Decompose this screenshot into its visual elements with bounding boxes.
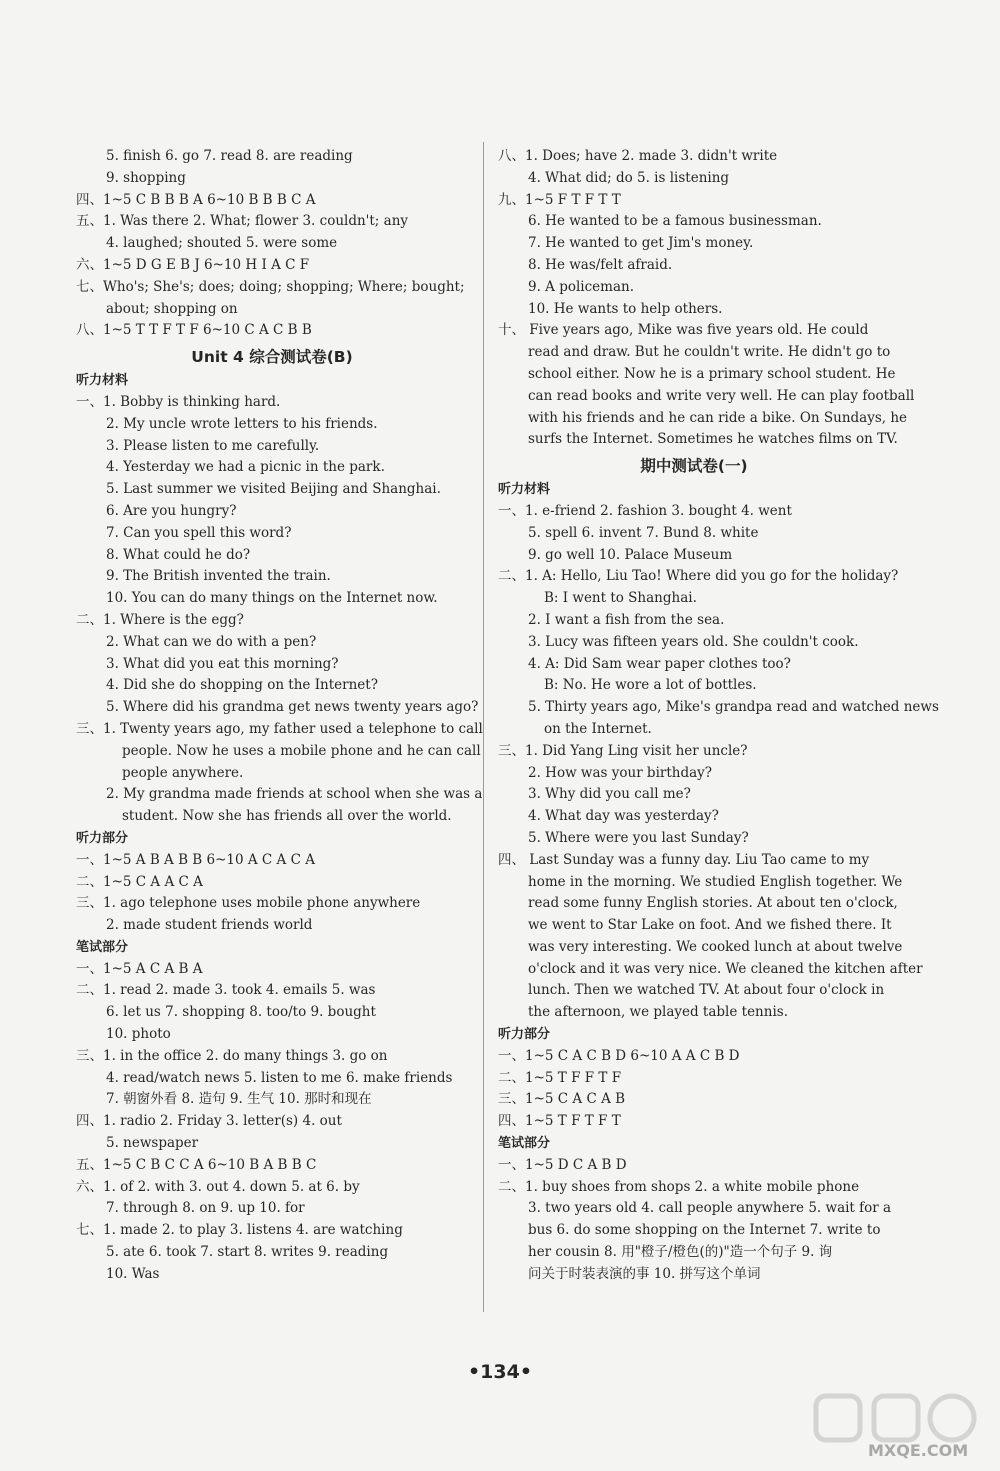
answer-line: 4. What day was yesterday? [528, 808, 719, 825]
answer-line: 5. Thirty years ago, Mike's grandpa read and watched news [528, 699, 939, 716]
answer-line: 五、1~5 C B C C A 6~10 B A B B C [76, 1156, 317, 1173]
answer-line: surfs the Internet. Sometimes he watches films on TV. [528, 431, 898, 448]
answer-line: 一、1. Bobby is thinking hard. [76, 393, 281, 410]
answer-line: 三、1. Twenty years ago, my father used a telephone to call [76, 720, 483, 737]
section-title: Unit 4 综合测试卷(B) [191, 348, 353, 367]
answer-line: 2. made student friends world [106, 917, 313, 934]
answer-line: 一、1~5 A C A B A [76, 960, 203, 977]
answer-line: 10. You can do many things on the Internet now. [106, 590, 438, 607]
answer-line: 5. ate 6. took 7. start 8. writes 9. reading [106, 1244, 389, 1261]
answer-line: 一、1~5 A B A B B 6~10 A C A C A [76, 851, 315, 868]
answer-line: 3. two years old 4. call people anywhere 5. wait for a [528, 1200, 892, 1217]
answer-line: people. Now he uses a mobile phone and he can call [122, 742, 481, 759]
section-heading: 笔试部分 [76, 939, 129, 955]
section-heading: 听力材料 [498, 482, 551, 498]
answer-line: 4. What did; do 5. is listening [528, 169, 730, 186]
answer-line: 4. Did she do shopping on the Internet? [106, 677, 378, 694]
answer-line: home in the morning. We studied English together. We [528, 873, 903, 890]
answer-line: 2. I want a fish from the sea. [528, 611, 725, 628]
answer-line: 一、1~5 D C A B D [498, 1156, 627, 1173]
answer-line: 10. photo [106, 1026, 171, 1043]
answer-line: 一、1~5 C A C B D 6~10 A A C B D [498, 1047, 740, 1064]
answer-line: can read books and write very well. He can play football [528, 387, 915, 404]
answer-line: 2. My uncle wrote letters to his friends. [106, 415, 378, 432]
answer-line: 4. read/watch news 5. listen to me 6. make friends [106, 1069, 453, 1086]
answer-line: 六、1. of 2. with 3. out 4. down 5. at 6. by [76, 1178, 360, 1195]
answer-line: 4. laughed; shouted 5. were some [106, 235, 338, 252]
answer-line: read and draw. But he couldn't write. He didn't go to [528, 344, 891, 361]
answer-line: 四、1~5 T F T F T [498, 1113, 621, 1130]
answer-line: read some funny English stories. At about ten o'clock, [528, 895, 898, 912]
answer-line: 四、 Last Sunday was a funny day. Liu Tao came to my [498, 851, 870, 868]
answer-line: 九、1~5 F T F T T [498, 191, 621, 208]
answer-line: 7. Can you spell this word? [106, 524, 292, 541]
left-column [76, 146, 483, 1286]
answer-line: 9. shopping [106, 169, 186, 186]
answer-line: 3. What did you eat this morning? [106, 655, 339, 672]
answer-line: on the Internet. [544, 720, 652, 737]
answer-line: B: No. He wore a lot of bottles. [544, 677, 757, 694]
answer-line: 10. He wants to help others. [528, 300, 723, 317]
answer-line: 问关于时装表演的事 10. 拼写这个单词 [528, 1265, 761, 1282]
section-heading: 听力部分 [498, 1027, 551, 1043]
answer-line: 三、1~5 C A C A B [498, 1091, 626, 1108]
answer-line: 七、Who's; She's; does; doing; shopping; Where; bought; [76, 278, 465, 295]
answer-line: 8. What could he do? [106, 546, 251, 563]
answer-line: 7. He wanted to get Jim's money. [528, 235, 754, 252]
section-heading: 听力部分 [76, 830, 129, 846]
answer-line: 7. through 8. on 9. up 10. for [106, 1200, 305, 1217]
answer-line: 3. Please listen to me carefully. [106, 437, 320, 454]
answer-line: 八、1. Does; have 2. made 3. didn't write [498, 148, 778, 164]
answer-line: 十、 Five years ago, Mike was five years old. He could [498, 322, 869, 339]
answer-line: student. Now she has friends all over the world. [122, 808, 452, 825]
answer-line: 4. A: Did Sam wear paper clothes too? [528, 655, 791, 672]
answer-line: people anywhere. [122, 764, 244, 781]
answer-line: was very interesting. We cooked lunch at about twelve [528, 938, 903, 955]
answer-line: 8. He was/felt afraid. [528, 256, 673, 273]
answer-line: 5. newspaper [106, 1135, 199, 1152]
answer-line: 6. He wanted to be a famous businessman. [528, 213, 822, 230]
answer-line: 六、1~5 D G E B J 6~10 H I A C F [76, 256, 310, 273]
answer-line: 2. My grandma made friends at school when she was a [106, 786, 483, 803]
answer-line: 四、1~5 C B B B A 6~10 B B B C A [76, 191, 316, 208]
answer-line: 4. Yesterday we had a picnic in the park. [106, 459, 385, 476]
answer-line: 三、1. ago telephone uses mobile phone anywhere [76, 895, 421, 912]
answer-line: we went to Star Lake on foot. And we fished there. It [528, 917, 892, 934]
answer-line: the afternoon, we played table tennis. [528, 1004, 788, 1021]
answer-line: 一、1. e-friend 2. fashion 3. bought 4. went [498, 502, 792, 519]
answer-line: bus 6. do some shopping on the Internet 7. write to [528, 1222, 881, 1239]
answer-line: 5. spell 6. invent 7. Bund 8. white [528, 524, 759, 541]
answer-line: 2. How was your birthday? [528, 764, 713, 781]
answer-line: school either. Now he is a primary school student. He [528, 365, 896, 382]
answer-line: lunch. Then we watched TV. At about four o'clock in [528, 982, 885, 999]
answer-line: her cousin 8. 用"橙子/橙色(的)"造一个句子 9. 询 [528, 1244, 833, 1261]
right-column [498, 146, 939, 1286]
column-divider [483, 142, 484, 1312]
answer-line: 三、1. Did Yang Ling visit her uncle? [498, 742, 748, 759]
answer-line: 2. What can we do with a pen? [106, 633, 317, 650]
answer-line: 四、1. radio 2. Friday 3. letter(s) 4. out [76, 1113, 342, 1130]
answer-line: 6. Are you hungry? [106, 502, 237, 519]
answer-line: 9. The British invented the train. [106, 568, 331, 585]
answer-line: 二、1~5 T F F T F [498, 1069, 622, 1086]
answer-line: 七、1. made 2. to play 3. listens 4. are watching [76, 1222, 403, 1239]
section-heading: 听力材料 [76, 373, 129, 389]
answer-line: 6. let us 7. shopping 8. too/to 9. bought [106, 1004, 376, 1021]
answer-line: B: I went to Shanghai. [544, 590, 697, 607]
answer-line: 5. Where were you last Sunday? [528, 829, 749, 846]
answer-line: 5. Where did his grandma get news twenty years ago? [106, 699, 479, 716]
answer-line: 10. Was [106, 1265, 160, 1282]
answer-line: 3. Lucy was fifteen years old. She couldn't cook. [528, 633, 859, 650]
watermark-text: MXQE.COM [868, 1441, 969, 1460]
answer-line: 二、1. read 2. made 3. took 4. emails 5. was [76, 982, 376, 999]
answer-line: 5. finish 6. go 7. read 8. are reading [106, 148, 353, 164]
answer-line: 9. A policeman. [528, 278, 635, 295]
section-title: 期中测试卷(一) [640, 457, 748, 476]
answer-line: about; shopping on [106, 300, 238, 317]
answer-line: 3. Why did you call me? [528, 786, 691, 803]
answer-line: 二、1~5 C A A C A [76, 873, 203, 890]
page-number: •134• [468, 1361, 532, 1383]
answer-line: 三、1. in the office 2. do many things 3. go on [76, 1047, 388, 1064]
answer-line: 二、1. Where is the egg? [76, 611, 244, 628]
section-heading: 笔试部分 [498, 1136, 551, 1152]
answer-line: 7. 朝窗外看 8. 造句 9. 生气 10. 那时和现在 [106, 1091, 372, 1108]
answer-line: 八、1~5 T T F T F 6~10 C A C B B [76, 322, 312, 339]
answer-line: 五、1. Was there 2. What; flower 3. couldn't; any [76, 213, 409, 230]
answer-line: 9. go well 10. Palace Museum [528, 546, 733, 563]
answer-line: 二、1. A: Hello, Liu Tao! Where did you go for the holiday? [498, 568, 899, 585]
answer-line: 5. Last summer we visited Beijing and Shanghai. [106, 481, 441, 498]
answer-line: 二、1. buy shoes from shops 2. a white mobile phone [498, 1178, 860, 1195]
answer-line: o'clock and it was very nice. We cleaned the kitchen after [528, 960, 923, 977]
answer-line: with his friends and he can ride a bike. On Sundays, he [528, 409, 908, 426]
